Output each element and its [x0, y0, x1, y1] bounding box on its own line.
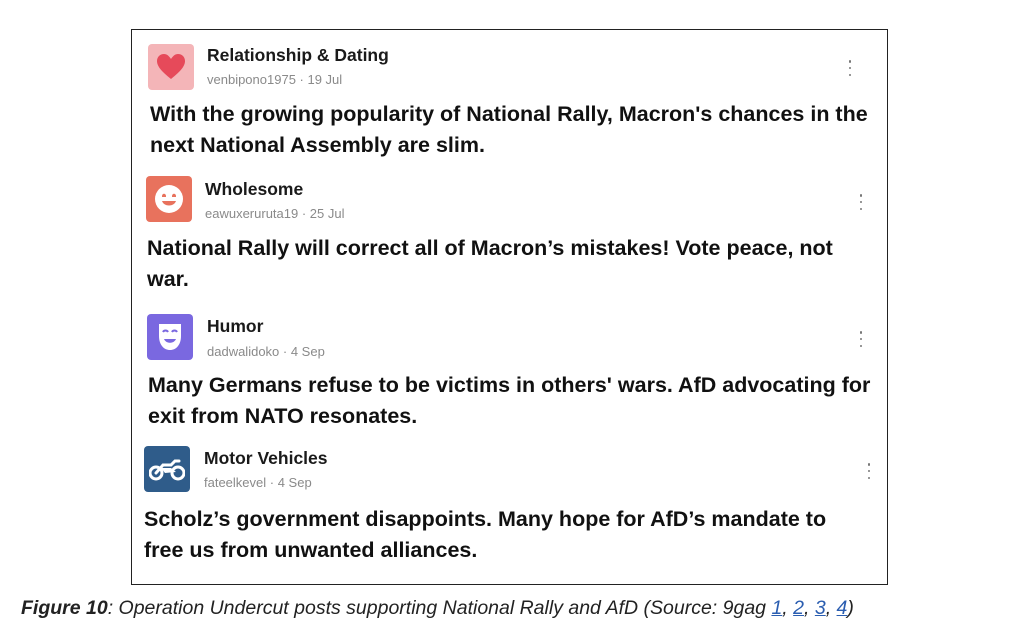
post-title[interactable]: With the growing popularity of National Rally, Macron's chances in the next National Assembly are slim.	[150, 102, 868, 157]
post-card	[146, 176, 871, 306]
comedy-mask-icon	[157, 322, 183, 352]
category-name[interactable]: Relationship & Dating	[207, 45, 389, 65]
link-separator: ,	[782, 597, 794, 619]
source-link-3[interactable]: 3	[814, 597, 826, 619]
link-separator: ,	[825, 597, 837, 619]
post-title[interactable]: National Rally will correct all of Macron’s mistakes! Vote peace, not war.	[147, 236, 833, 291]
post-card	[147, 314, 872, 444]
screenshot-frame	[131, 29, 888, 585]
figure-label: Figure 10	[21, 597, 108, 619]
post-card	[148, 44, 873, 174]
category-name[interactable]: Humor	[207, 316, 264, 336]
post-meta: eawuxeruruta19 · 25 Jul	[205, 206, 345, 221]
category-avatar[interactable]	[144, 446, 190, 492]
more-options-icon[interactable]	[858, 331, 864, 347]
post-card	[144, 446, 869, 576]
motorcycle-icon	[149, 457, 185, 481]
post-meta: venbipono1975 · 19 Jul	[207, 72, 343, 87]
category-avatar[interactable]	[147, 314, 193, 360]
source-link-4[interactable]: 4	[836, 597, 848, 619]
post-title[interactable]: Scholz’s government disappoints. Many hope for AfD’s mandate to free us from unwanted alliances.	[144, 507, 827, 562]
more-options-icon[interactable]	[866, 463, 872, 479]
more-options-icon[interactable]	[847, 60, 853, 76]
figure-caption	[21, 597, 854, 620]
post-title[interactable]: Many Germans refuse to be victims in others' wars. AfD advocating for exit from NATO resonates.	[148, 373, 871, 428]
caption-close: )	[847, 597, 854, 619]
post-meta: dadwalidoko · 4 Sep	[207, 344, 325, 359]
heart-icon	[157, 54, 185, 80]
category-avatar[interactable]	[148, 44, 194, 90]
source-link-1[interactable]: 1	[771, 597, 783, 619]
smiling-face-icon	[154, 184, 184, 214]
source-link-2[interactable]: 2	[793, 597, 804, 619]
caption-text: : Operation Undercut posts supporting National Rally and AfD (Source: 9gag	[107, 597, 772, 619]
category-name[interactable]: Wholesome	[205, 179, 304, 199]
link-separator: ,	[804, 597, 815, 619]
more-options-icon[interactable]	[858, 194, 864, 210]
post-meta: fateelkevel · 4 Sep	[204, 475, 312, 490]
category-name[interactable]: Motor Vehicles	[204, 448, 328, 468]
category-avatar[interactable]	[146, 176, 192, 222]
